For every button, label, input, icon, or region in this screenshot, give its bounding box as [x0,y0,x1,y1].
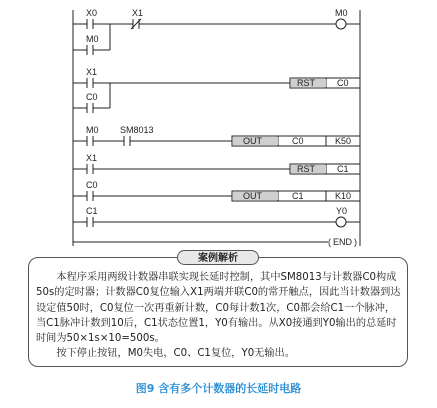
out-c1-arg1: C1 [292,191,304,201]
coil-y0 [336,217,346,227]
out-c0-op: OUT [243,136,262,146]
rst-c0-arg: C0 [337,78,349,88]
label-x1-r6: X1 [86,153,98,163]
rst-c1-op: RST [297,164,315,174]
figure-caption: 图9 含有多个计数器的长延时电路 [135,382,302,395]
label-x1-r3: X1 [86,67,98,77]
out-c0-arg1: C0 [292,136,304,146]
case-paragraph-2: 按下停止按钮，M0失电，C0、C1复位，Y0无输出。 [56,348,295,360]
label-c0-r4: C0 [86,92,98,102]
label-x0: X0 [86,8,98,18]
case-paragraph-1: 本程序采用两级计数器串联实现长延时控制，其中SM8013与计数器C0构成50s的定时器；计数器C0复位输入X1两端并联C0的常开触点，因此当计数器到达设定值50时，C0复位一次再重新计数，C0每计数1次，C0都会给C1一个脉冲，当C1脉冲计数到10后，C1状态位置1，Y0有输出。从X0接通到Y0输出的总延时时间为50×1s×10=500s。 [36,272,401,345]
rst-c0-op: RST [297,78,315,88]
coil-m0 [336,19,346,29]
label-m0-seal: M0 [86,34,99,44]
label-end: END [333,237,353,247]
rst-c1-arg: C1 [337,164,349,174]
end-close-bracket: ) [354,237,357,247]
out-c0-arg2: K50 [335,136,352,146]
label-coil-y0: Y0 [336,206,348,216]
label-x1-nc: X1 [132,8,144,18]
out-c1-op: OUT [243,191,262,201]
label-m0-r5: M0 [86,125,99,135]
label-sm8013: SM8013 [120,125,154,135]
case-analysis-text [36,270,402,362]
case-analysis-title: 案例解析 [177,250,259,265]
end-open-bracket: ( [328,237,331,247]
label-coil-m0: M0 [335,8,348,18]
out-c1-arg2: K10 [335,191,352,201]
label-c0-r7: C0 [86,180,98,190]
label-c1-r8: C1 [86,206,98,216]
